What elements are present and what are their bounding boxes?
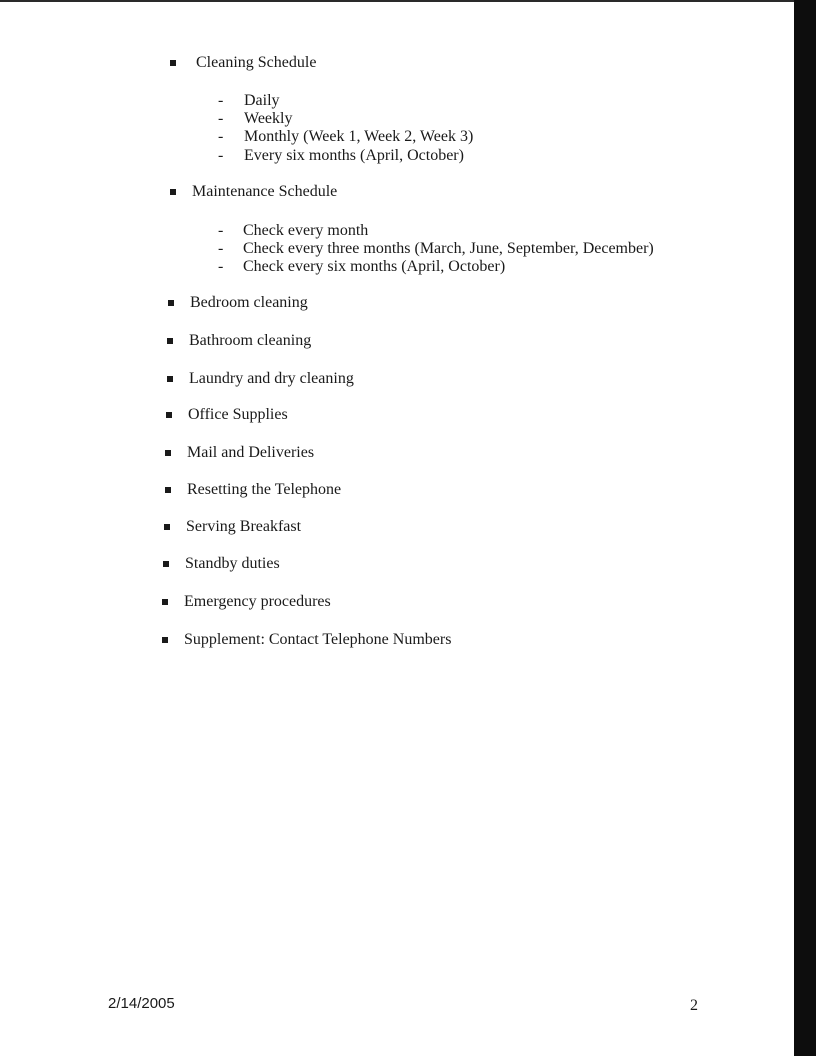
bullet-icon (163, 561, 169, 567)
footer-page-number: 2 (690, 997, 698, 1014)
bullet-icon (167, 376, 173, 382)
dash-icon: - (218, 240, 224, 257)
outline-item-maintenance-schedule: Maintenance Schedule (192, 183, 338, 200)
bullet-icon (170, 189, 176, 195)
bullet-icon (170, 60, 176, 66)
dash-icon: - (218, 222, 224, 239)
subitem-check-every-six-months: Check every six months (April, October) (243, 258, 506, 275)
subitem-check-every-three-months: Check every three months (March, June, September, December) (243, 240, 654, 257)
outline-item-bathroom-cleaning: Bathroom cleaning (189, 332, 312, 349)
subitem-daily: Daily (244, 92, 280, 109)
bullet-icon (168, 300, 174, 306)
footer-date: 2/14/2005 (108, 995, 175, 1012)
subitem-check-every-month: Check every month (243, 222, 369, 239)
outline-item-standby-duties: Standby duties (185, 555, 280, 572)
bullet-icon (162, 599, 168, 605)
bullet-icon (165, 487, 171, 493)
subitem-weekly: Weekly (244, 110, 293, 127)
bullet-icon (162, 637, 168, 643)
outline-item-serving-breakfast: Serving Breakfast (186, 518, 302, 535)
outline-item-supplement-contact-telephone-numbers: Supplement: Contact Telephone Numbers (184, 631, 452, 648)
outline-item-bedroom-cleaning: Bedroom cleaning (190, 294, 308, 311)
outline-item-office-supplies: Office Supplies (188, 406, 288, 423)
outline-item-cleaning-schedule: Cleaning Schedule (196, 54, 317, 71)
subitem-every-six-months: Every six months (April, October) (244, 147, 464, 164)
outline-item-mail-and-deliveries: Mail and Deliveries (187, 444, 315, 461)
dash-icon: - (218, 128, 224, 145)
dash-icon: - (218, 147, 224, 164)
outline-item-laundry-and-dry-cleaning: Laundry and dry cleaning (189, 370, 354, 387)
subitem-monthly: Monthly (Week 1, Week 2, Week 3) (244, 128, 474, 145)
outline-item-resetting-the-telephone: Resetting the Telephone (187, 481, 342, 498)
bullet-icon (164, 524, 170, 530)
outline-item-emergency-procedures: Emergency procedures (184, 593, 331, 610)
bullet-icon (167, 338, 173, 344)
bullet-icon (166, 412, 172, 418)
scan-edge-bar (794, 0, 816, 1056)
dash-icon: - (218, 258, 224, 275)
bullet-icon (165, 450, 171, 456)
dash-icon: - (218, 110, 224, 127)
dash-icon: - (218, 92, 224, 109)
